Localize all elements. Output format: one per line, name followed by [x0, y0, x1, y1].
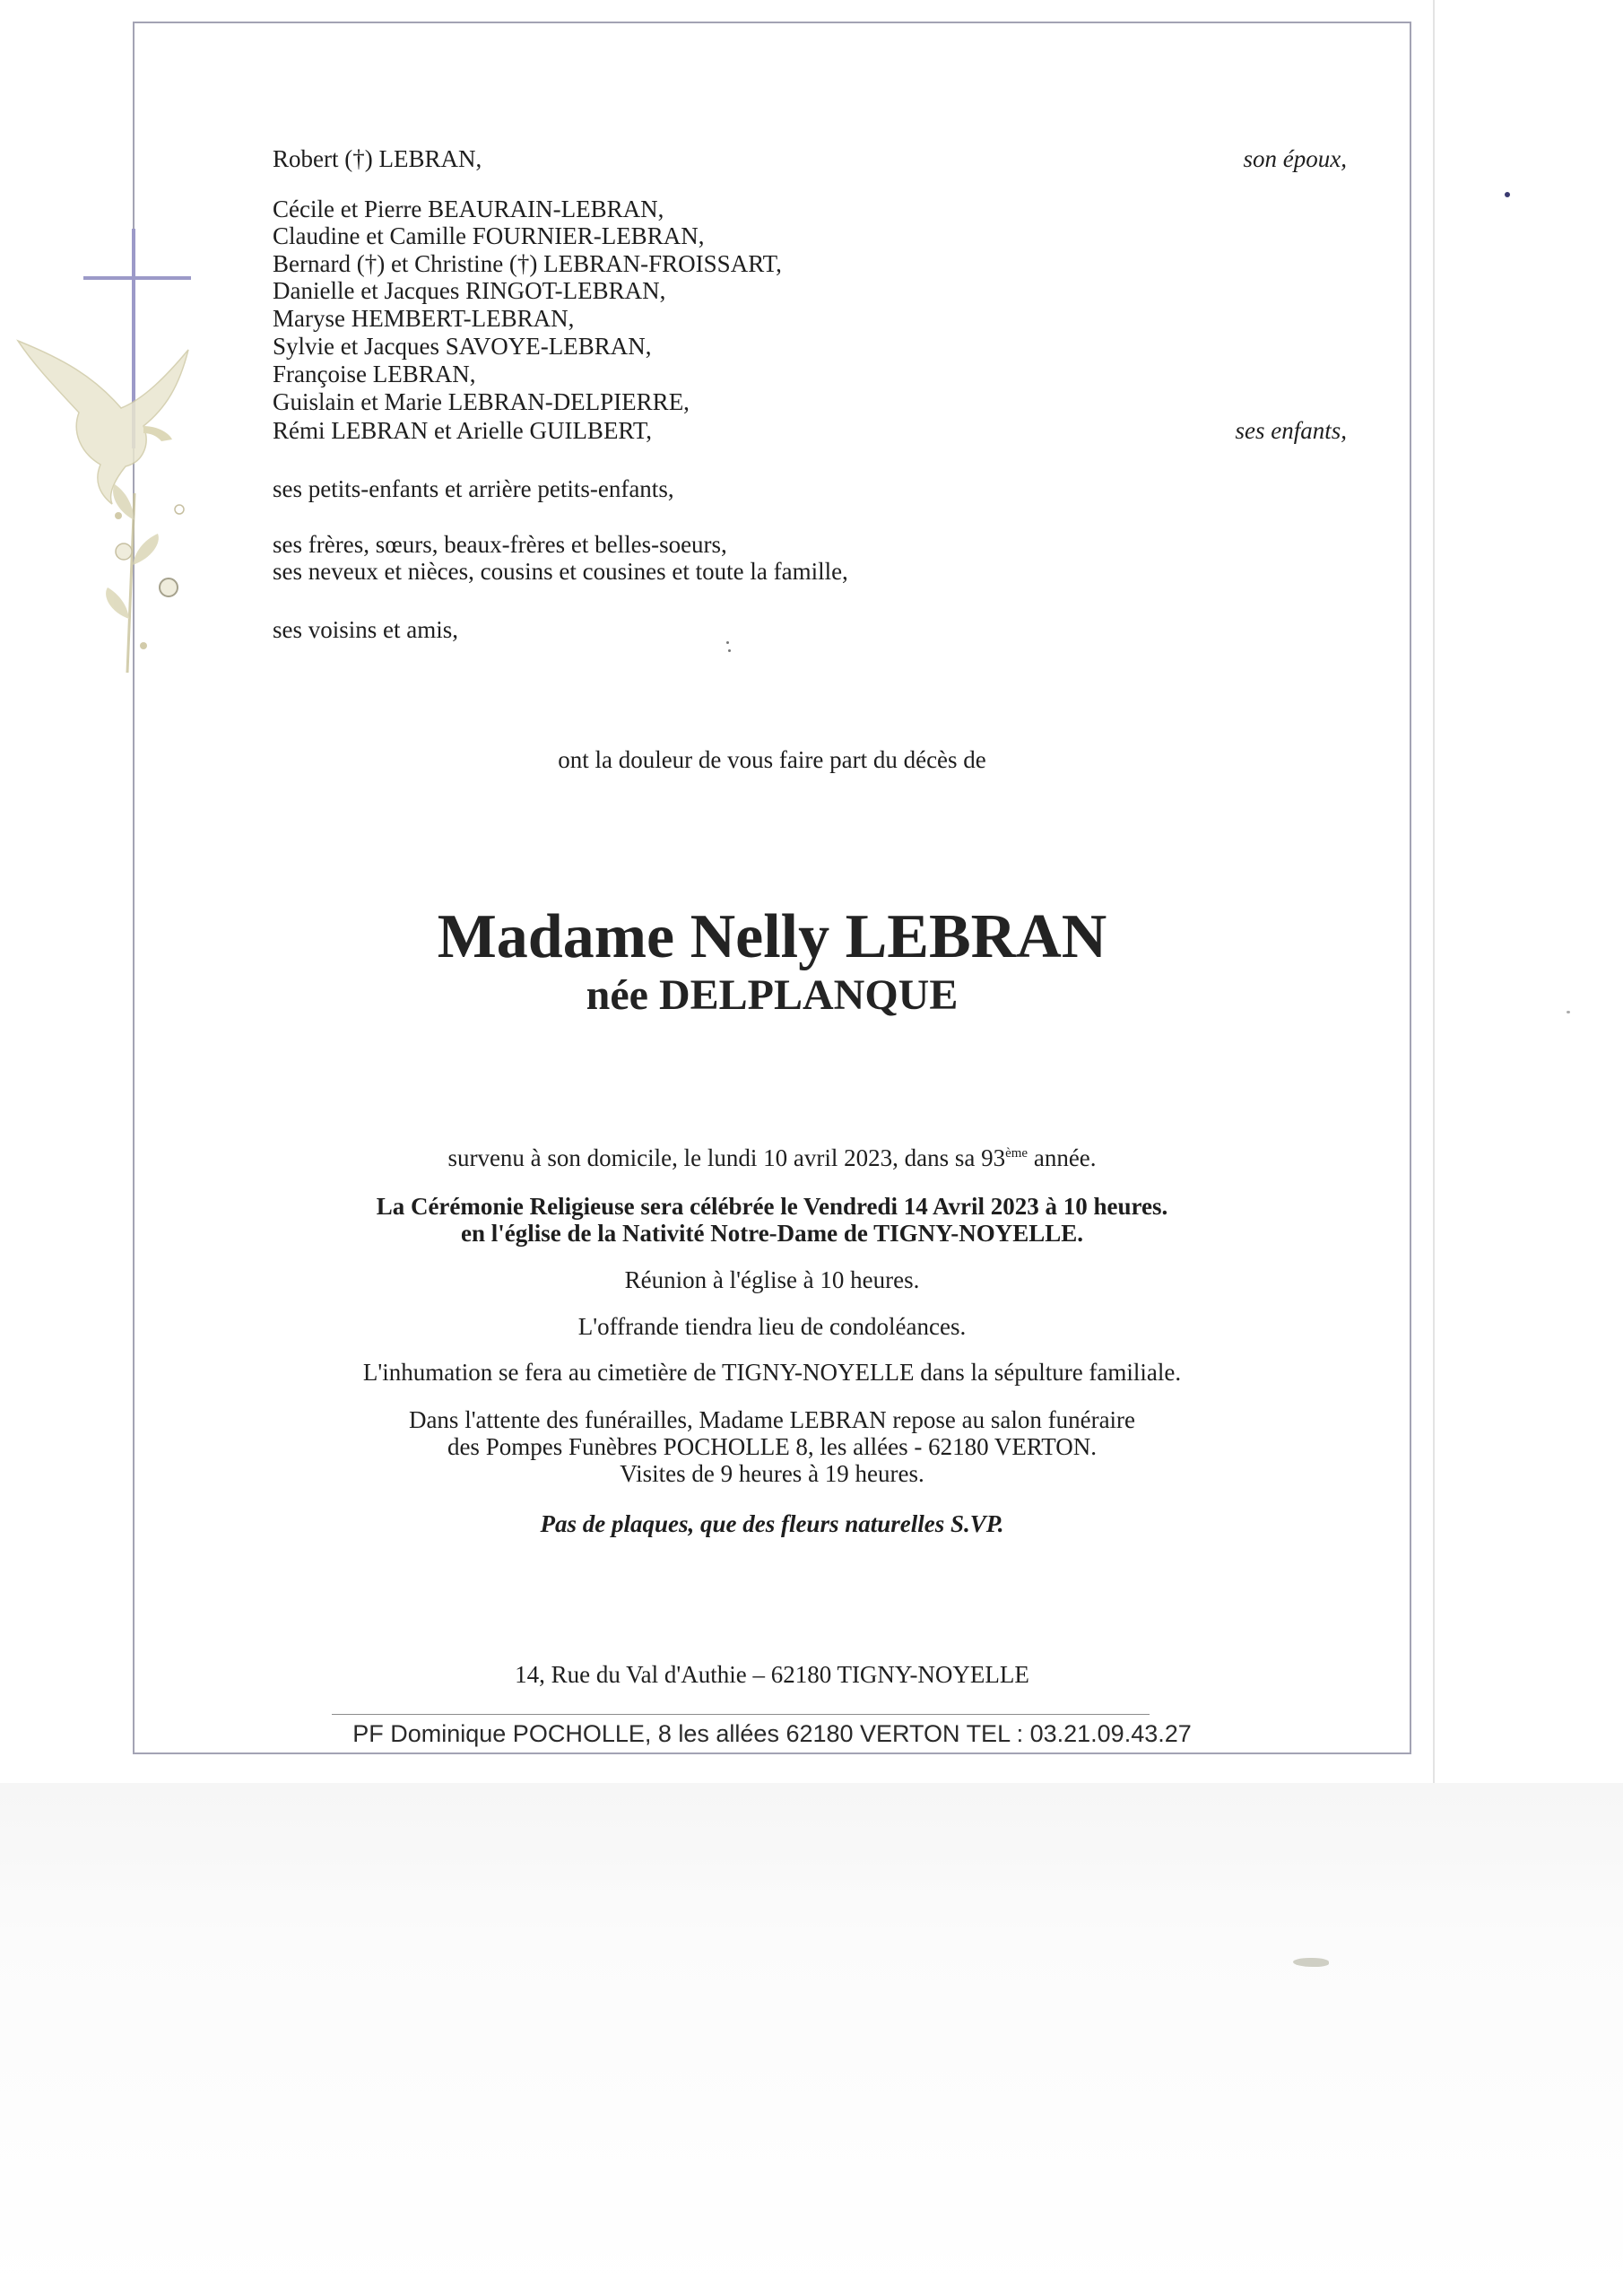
scan-speck	[1293, 1958, 1329, 1967]
children-relation: ses enfants,	[1235, 417, 1347, 444]
spouse-relation: son époux,	[1243, 145, 1347, 172]
viewing-info: Dans l'attente des funérailles, Madame LEBRAN repose au salon funéraire	[408, 1406, 1136, 1433]
child-line: Cécile et Pierre BEAURAIN-LEBRAN,	[273, 196, 664, 222]
child-line: Claudine et Camille FOURNIER-LEBRAN,	[273, 222, 705, 249]
viewing-hours: Visites de 9 heures à 19 heures.	[620, 1460, 924, 1487]
scan-speck	[728, 649, 731, 652]
burial-info: L'inhumation se fera au cimetière de TIGNY-NOYELLE dans la sépulture familiale.	[362, 1359, 1182, 1386]
scan-speck	[1505, 192, 1510, 197]
deceased-name: Madame Nelly LEBRAN	[437, 902, 1107, 971]
child-line: Danielle et Jacques RINGOT-LEBRAN,	[273, 277, 666, 304]
death-text-end: année.	[1028, 1144, 1097, 1171]
siblings-line: ses frères, sœurs, beaux-frères et belles-soeurs,	[273, 531, 727, 558]
child-line: Françoise LEBRAN,	[273, 361, 476, 387]
offering-info: L'offrande tiendra lieu de condoléances.	[577, 1313, 967, 1340]
child-line: Sylvie et Jacques SAVOYE-LEBRAN,	[273, 333, 652, 360]
scan-speck	[1567, 1011, 1570, 1013]
extended-family-line: ses neveux et nièces, cousins et cousines et toute la famille,	[273, 558, 848, 585]
dove-icon	[18, 341, 188, 504]
flower-icon	[106, 484, 184, 673]
child-line: Bernard (†) et Christine (†) LEBRAN-FROISSART,	[273, 250, 782, 277]
child-line: Rémi LEBRAN et Arielle GUILBERT,	[273, 417, 653, 444]
child-line: Guislain et Marie LEBRAN-DELPIERRE,	[273, 388, 690, 415]
neighbors-line: ses voisins et amis,	[273, 616, 458, 643]
scan-edge	[1433, 0, 1435, 1785]
decoration	[9, 224, 251, 682]
spouse-name: Robert (†) LEBRAN,	[273, 145, 482, 172]
ceremony-date: La Cérémonie Religieuse sera célébrée le Vendredi 14 Avril 2023 à 10 heures.	[376, 1193, 1168, 1220]
footer-divider	[332, 1714, 1150, 1715]
death-details	[133, 1144, 1411, 1171]
flowers-note: Pas de plaques, que des fleurs naturelles S.VP.	[540, 1510, 1004, 1537]
death-text: survenu à son domicile, le lundi 10 avril 2023, dans sa 93	[447, 1144, 1006, 1171]
scan-margin	[0, 1783, 1623, 2296]
viewing-location: des Pompes Funèbres POCHOLLE 8, les allées - 62180 VERTON.	[447, 1433, 1098, 1460]
family-address: 14, Rue du Val d'Authie – 62180 TIGNY-NOYELLE	[515, 1661, 1029, 1688]
child-line: Maryse HEMBERT-LEBRAN,	[273, 305, 575, 332]
grandchildren-line: ses petits-enfants et arrière petits-enfants,	[273, 475, 674, 502]
announcement: ont la douleur de vous faire part du décès de	[558, 746, 986, 773]
deceased-maiden-name: née DELPLANQUE	[586, 971, 959, 1019]
reunion-info: Réunion à l'église à 10 heures.	[624, 1266, 920, 1293]
scan-speck	[726, 641, 729, 644]
ordinal-suffix: ème	[1005, 1146, 1028, 1161]
ceremony-location: en l'église de la Nativité Notre-Dame de TIGNY-NOYELLE.	[461, 1220, 1083, 1247]
funeral-home-footer: PF Dominique POCHOLLE, 8 les allées 62180 VERTON TEL : 03.21.09.43.27	[352, 1720, 1192, 1747]
